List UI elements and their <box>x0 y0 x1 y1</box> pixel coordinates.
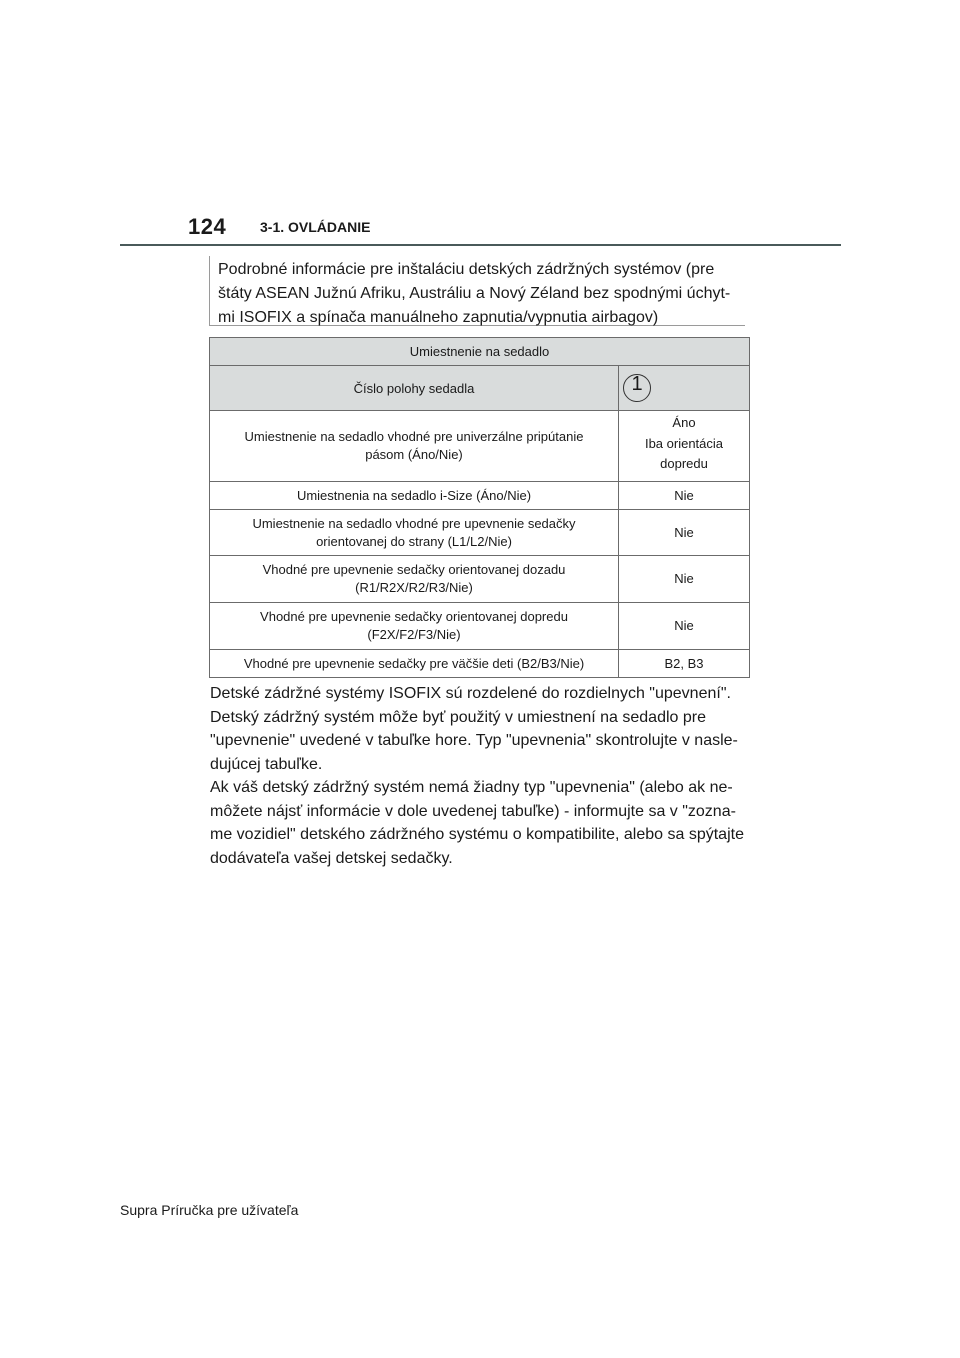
body-line: môžete nájsť informácie v dole uvedenej tabuľke) - informujte sa v "zozna- <box>210 802 736 820</box>
table-row <box>210 556 750 603</box>
row-label-line: Vhodné pre upevnenie sedačky orientovanej dozadu <box>262 562 566 577</box>
row-value-line: Nie <box>674 618 694 633</box>
section-title: 3-1. OVLÁDANIE <box>260 219 371 235</box>
footer-manual-title: Supra Príručka pre užívateľa <box>120 1202 299 1218</box>
row-value <box>619 603 750 650</box>
body-paragraph <box>210 682 770 870</box>
row-label-line: Umiestnenia na sedadlo i-Size (Áno/Nie) <box>296 487 532 503</box>
intro-line: Podrobné informácie pre inštaláciu detských zádržných systémov (pre <box>218 261 715 278</box>
table-row <box>210 482 750 510</box>
table-row <box>210 411 750 482</box>
row-value-line: B2, B3 <box>664 655 704 671</box>
row-label-line: orientovanej do strany (L1/L2/Nie) <box>316 533 512 549</box>
page-number: 124 <box>188 214 227 239</box>
body-line: dujúcej tabuľke. <box>210 755 323 773</box>
seat-position-table <box>209 337 750 678</box>
row-value-line: Iba orientácia <box>644 436 724 451</box>
row-label <box>210 510 619 556</box>
intro-line: mi ISOFIX a spínača manuálneho zapnutia/vypnutia airbagov) <box>218 309 659 326</box>
position-value-cell <box>619 366 750 411</box>
body-line: dodávateľa vašej detskej sedačky. <box>210 849 453 867</box>
table-position-row <box>210 366 750 411</box>
body-line: Detský zádržný systém môže byť použitý v umiestnení na sedadlo pre <box>210 708 706 726</box>
position-label: Číslo polohy sedadla <box>210 366 619 411</box>
row-label-line: (F2X/F2/F3/Nie) <box>367 627 461 642</box>
row-value <box>619 650 750 678</box>
intro-line: štáty ASEAN Južnú Afriku, Austráliu a Nový Zéland bez spodnými úchyt- <box>218 285 731 302</box>
row-label-line: Umiestnenie na sedadlo vhodné pre upevnenie sedačky <box>252 515 576 531</box>
row-label <box>210 603 619 650</box>
body-line: me vozidiel" detského zádržného systému o kompatibilite, alebo sa spýtajte <box>210 826 744 843</box>
row-label-line: Umiestnenie na sedadlo vhodné pre univerzálne pripútanie <box>244 429 584 444</box>
table-row <box>210 650 750 678</box>
row-value-line: Nie <box>674 487 694 503</box>
row-label-line: pásom (Áno/Nie) <box>365 447 463 462</box>
table-row <box>210 510 750 556</box>
row-label-line: Vhodné pre upevnenie sedačky pre väčšie deti (B2/B3/Nie) <box>243 655 585 671</box>
row-value <box>619 411 750 482</box>
table-title: Umiestnenie na sedadlo <box>210 338 750 366</box>
row-label-line: Vhodné pre upevnenie sedačky orientovanej dopredu <box>260 609 568 624</box>
position-number-badge: 1 <box>623 374 651 402</box>
header-divider <box>120 244 841 246</box>
intro-note <box>209 256 745 326</box>
body-line: Detské zádržné systémy ISOFIX sú rozdelené do rozdielnych "upevnení". <box>210 685 731 702</box>
row-value-line: Áno <box>672 415 696 430</box>
row-label <box>210 411 619 482</box>
row-label <box>210 650 619 678</box>
row-value-line: Nie <box>674 571 694 586</box>
body-line: "upevnenie" uvedené v tabuľke hore. Typ "upevnenia" skontrolujte v nasle- <box>210 732 738 749</box>
body-line: Ak váš detský zádržný systém nemá žiadny typ "upevnenia" (alebo ak ne- <box>210 779 733 796</box>
table-row <box>210 603 750 650</box>
table-title-row <box>210 338 750 366</box>
row-value-line: dopredu <box>660 456 708 471</box>
row-value <box>619 556 750 603</box>
row-label-line: (R1/R2X/R2/R3/Nie) <box>355 580 473 595</box>
row-value <box>619 510 750 556</box>
row-value-line: Nie <box>674 524 694 540</box>
row-value <box>619 482 750 510</box>
row-label <box>210 482 619 510</box>
row-label <box>210 556 619 603</box>
